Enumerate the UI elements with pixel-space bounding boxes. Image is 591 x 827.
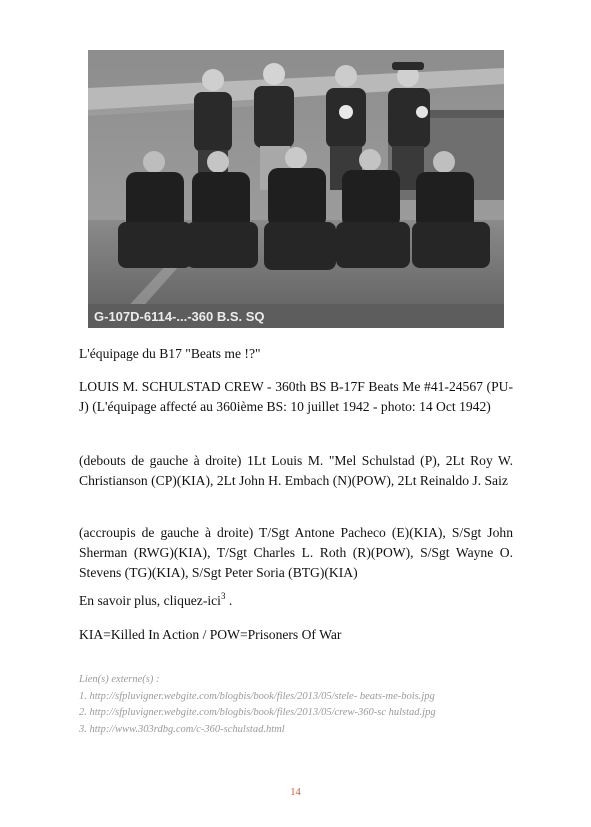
- external-links: [79, 672, 519, 738]
- external-link-2[interactable]: 2. http://sfpluvigner.webgite.com/blogbis/book/files/2013/05/crew-360-sc hulstad.jpg: [79, 707, 436, 718]
- page-number: 14: [290, 787, 301, 798]
- photo-caption: L'équipage du B17 "Beats me !?": [79, 346, 261, 361]
- external-link-1[interactable]: 1. http://sfpluvigner.webgite.com/blogbis/book/files/2013/05/stele- beats-me-bois.jpg: [79, 690, 435, 702]
- footnote-ref[interactable]: 3: [220, 591, 226, 601]
- crew-photo: [88, 50, 504, 328]
- external-link-3[interactable]: 3. http://www.303rdbg.com/c-360-schulstad.html: [79, 723, 285, 735]
- crew-description: LOUIS M. SCHULSTAD CREW - 360th BS B-17F Beats Me #41-24567 (PU-J) (L'équipage affecté au 360ième BS: 10 juillet 1942 - photo: 14 Oct 1942): [79, 379, 513, 414]
- standing-crew-list: (debouts de gauche à droite) 1Lt Louis M. "Mel Schulstad (P), 2Lt Roy W. Christianson (CP)(KIA), 2Lt John H. Embach (N)(POW), 2Lt Reinaldo J. Saiz: [79, 453, 513, 488]
- abbreviation-legend: KIA=Killed In Action / POW=Prisoners Of War: [79, 627, 342, 642]
- links-header: Lien(s) externe(s) :: [79, 674, 160, 685]
- more-info-line: [79, 591, 513, 611]
- more-info-link[interactable]: En savoir plus, cliquez-ici: [79, 593, 221, 608]
- kneeling-crew-list: (accroupis de gauche à droite) T/Sgt Antone Pacheco (E)(KIA), S/Sgt John Sherman (RWG)(KIA), T/Sgt Charles L. Roth (R)(POW), S/Sgt Wayne O. Stevens (TG)(KIA), S/Sgt Peter Soria (BTG)(KIA): [79, 525, 513, 580]
- more-info-end: .: [225, 593, 233, 608]
- photo-stamp: G-107D-6114-...-360 B.S. SQ: [94, 309, 265, 324]
